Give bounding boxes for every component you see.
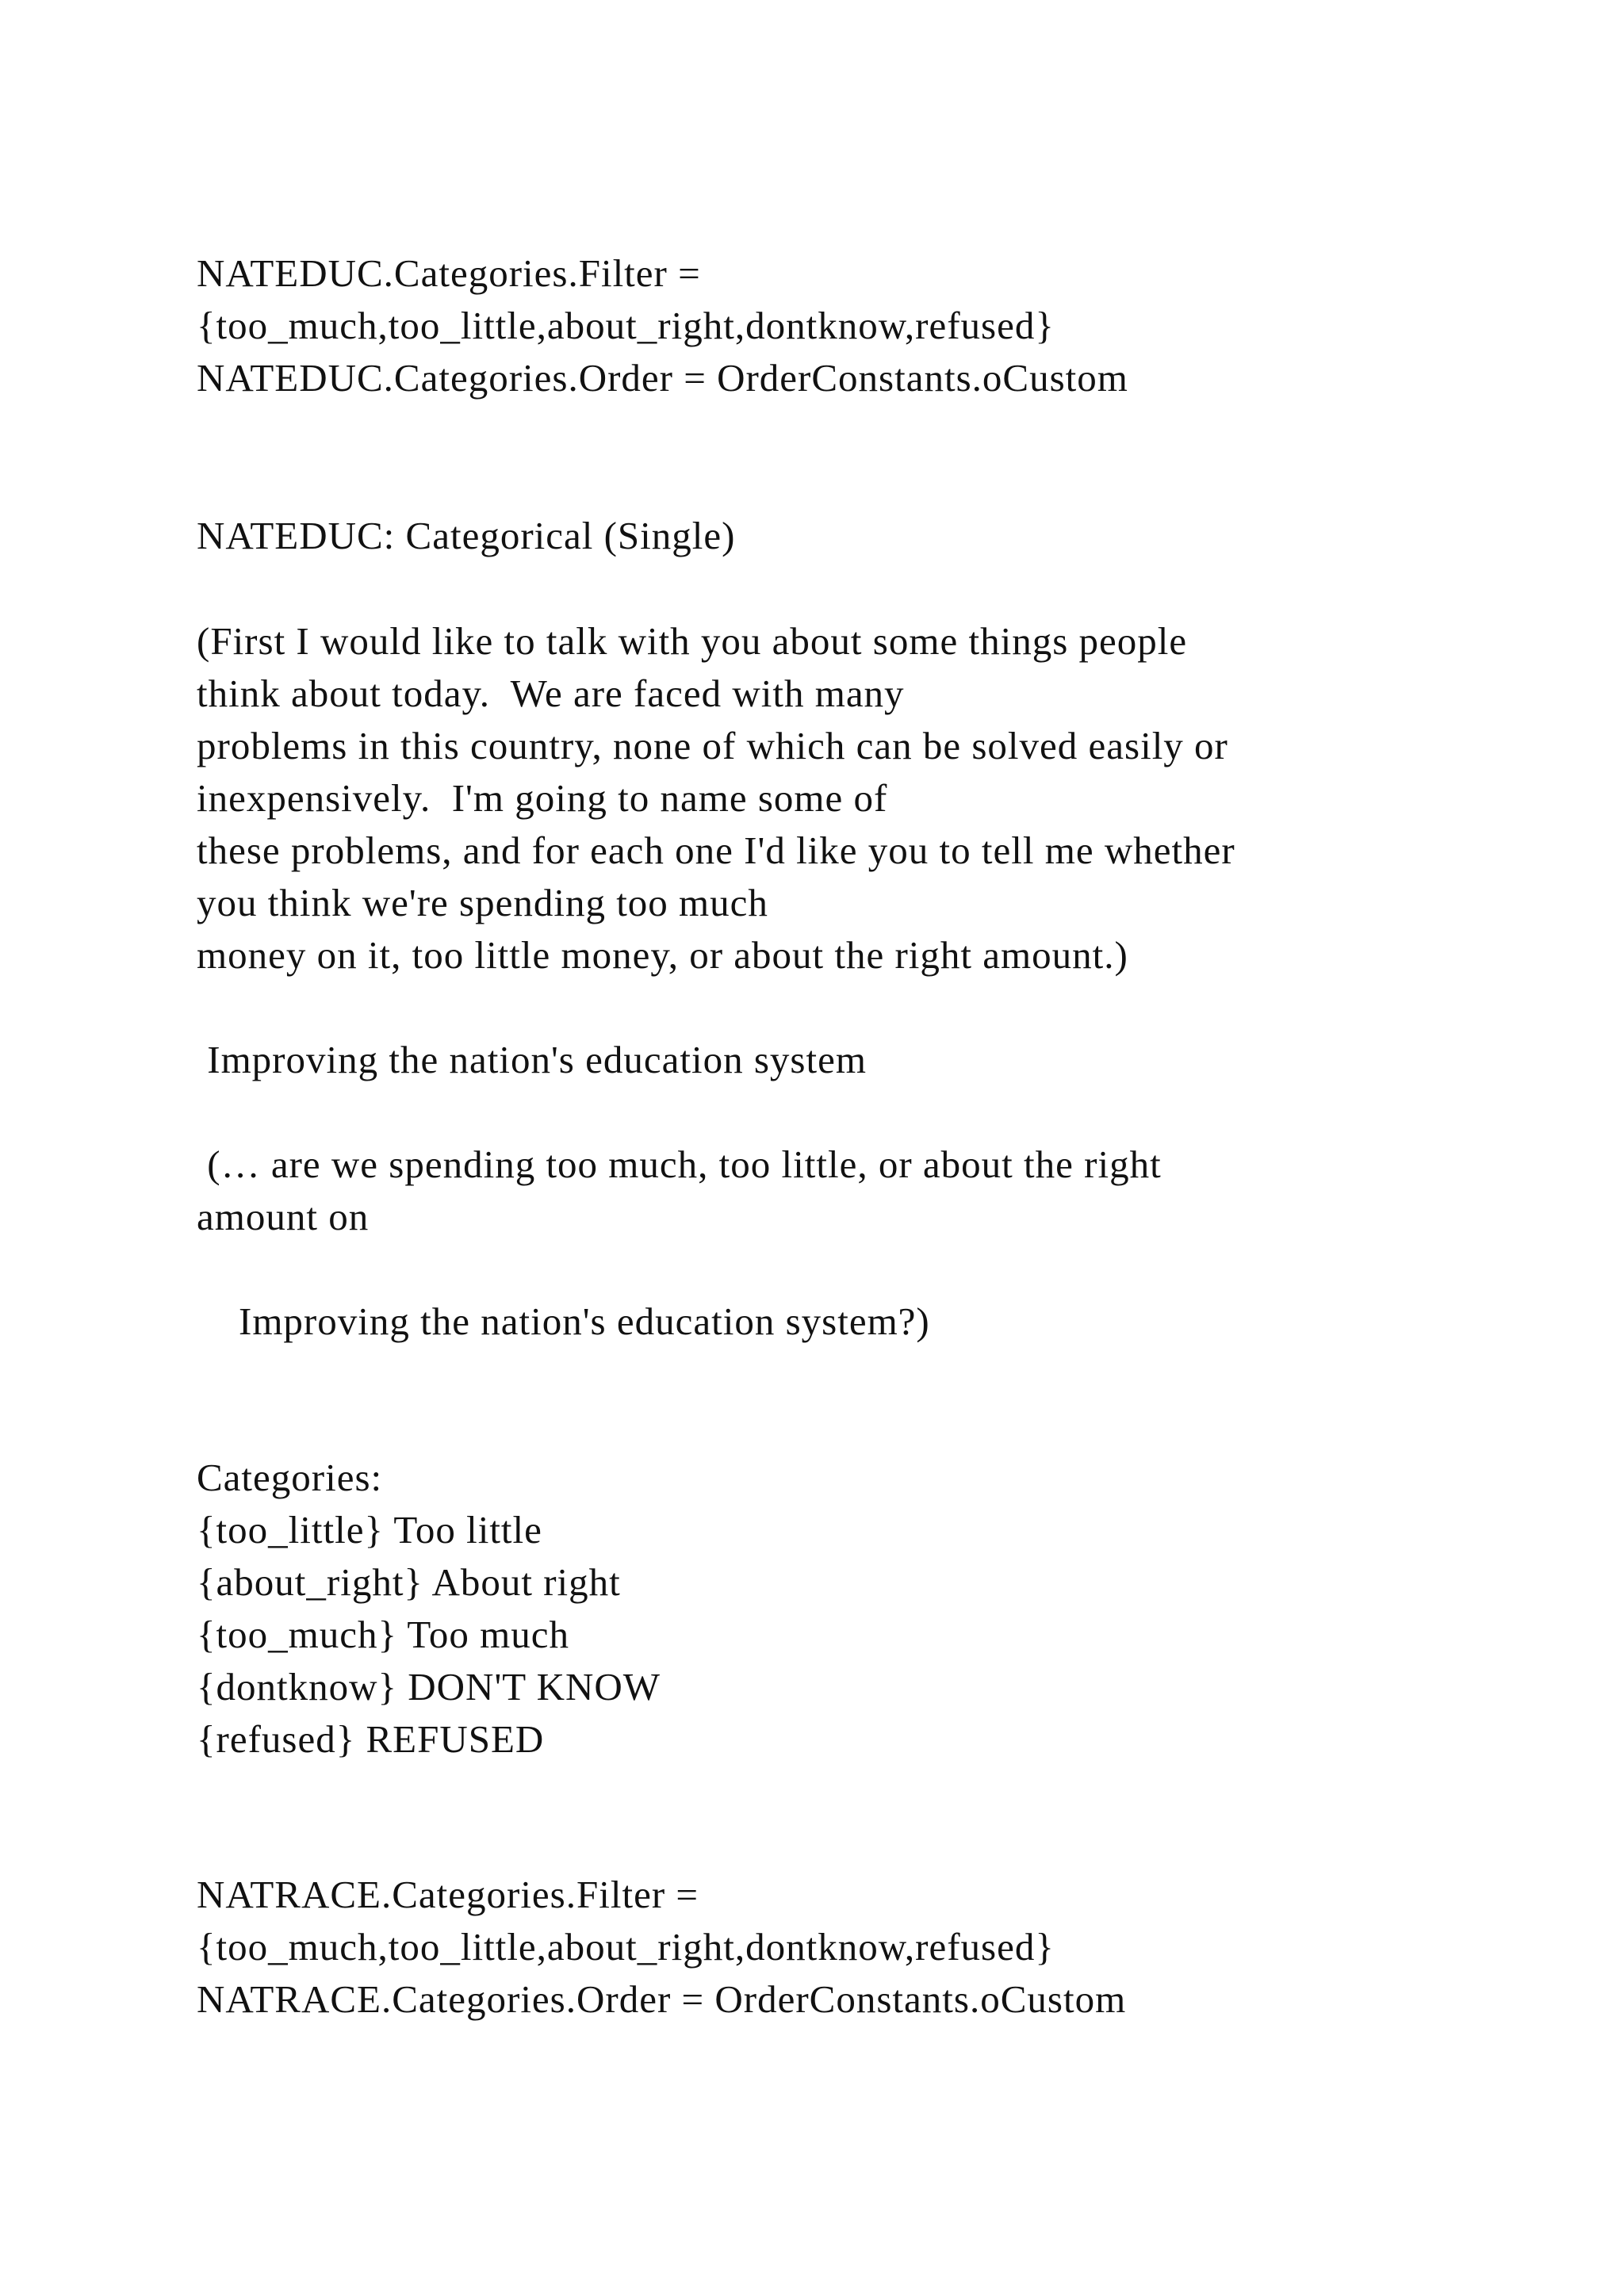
category-item: {refused} REFUSED xyxy=(197,1717,545,1761)
intro-line: money on it, too little money, or about the right amount.) xyxy=(197,933,1128,977)
intro-line: (First I would like to talk with you about some things people xyxy=(197,619,1188,663)
intro-line: think about today. We are faced with many xyxy=(197,672,905,715)
natedu-heading: NATEDUC: Categorical (Single) xyxy=(197,514,736,557)
intro-line: inexpensively. I'm going to name some of xyxy=(197,776,888,820)
categories-heading: Categories: xyxy=(197,1456,383,1499)
intro-line: problems in this country, none of which can be solved easily or xyxy=(197,724,1228,767)
category-item: {too_little} Too little xyxy=(197,1508,542,1552)
category-item: {dontknow} DON'T KNOW xyxy=(197,1665,661,1709)
natedu-filter-values: {too_much,too_little,about_right,dontknow,refused} xyxy=(197,304,1055,347)
category-item: {about_right} About right xyxy=(197,1560,621,1604)
topic-line: Improving the nation's education system xyxy=(197,1038,867,1081)
category-item: {too_much} Too much xyxy=(197,1613,570,1656)
natrace-order-line: NATRACE.Categories.Order = OrderConstants.oCustom xyxy=(197,1977,1127,2021)
natrace-filter-values: {too_much,too_little,about_right,dontknow,refused} xyxy=(197,1925,1055,1969)
intro-line: these problems, and for each one I'd like you to tell me whether xyxy=(197,828,1235,872)
natedu-filter-line: NATEDUC.Categories.Filter = xyxy=(197,251,701,295)
natedu-order-line: NATEDUC.Categories.Order = OrderConstants.oCustom xyxy=(197,356,1128,400)
natrace-filter-line: NATRACE.Categories.Filter = xyxy=(197,1873,699,1916)
followup-line: Improving the nation's education system?) xyxy=(197,1299,930,1343)
followup-line: amount on xyxy=(197,1195,370,1238)
intro-line: you think we're spending too much xyxy=(197,881,768,924)
followup-line: (… are we spending too much, too little, or about the right xyxy=(197,1142,1162,1186)
